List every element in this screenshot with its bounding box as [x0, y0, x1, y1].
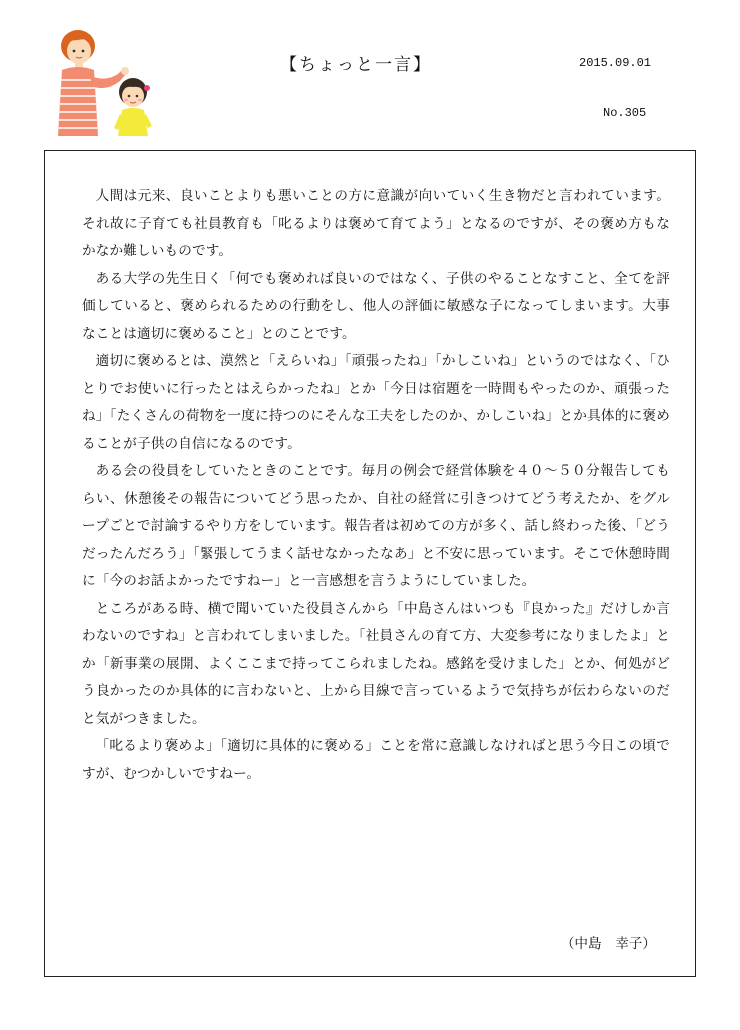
paragraph: 人間は元来、良いことよりも悪いことの方に意識が向いていく生き物だと言われています。それ故に子育ても社員教育も「叱るよりは褒めて育てよう」となるのですが、その褒め方もなかなか難しいものです。 — [82, 188, 670, 259]
paragraph: 適切に褒めるとは、漠然と「えらいね」「頑張ったね」「かしこいね」というのではなく、「ひとりでお使いに行ったとはえらかったね」とか「今日は宿題を一時間もやったのか、頑張ったね」「たくさんの荷物を一度に持つのにそんな工夫をしたのか、かしこいね」とか具体的に褒めることが子供の自信になるのです。 — [82, 353, 670, 452]
issue-number: No.305 — [603, 106, 647, 120]
paragraph: ある会の役員をしていたときのことです。毎月の例会で経営体験を４０～５０分報告してもらい、休憩後その報告についてどう思ったか、自社の経営に引きつけてどう考えたか、をグループごとで討論するやり方をしています。報告者は初めての方が多く、話し終わった後、「どうだったんだろう」「緊張してうまく話せなかったなあ」と不安に思っています。そこで休憩時間に「今のお話よかったですねー」と一言感想を言うようにしていました。 — [82, 463, 670, 589]
author-signature: （中島 幸子） — [560, 936, 656, 952]
paragraph: ところがある時、横で聞いていた役員さんから「中島さんはいつも『良かった』だけしか言わないのですね」と言われてしまいました。「社員さんの育て方、大変参考になりましたよ」とか「新事業の展開、よくここまで持ってこられましたね。感銘を受けました」とか、何処がどう良かったのか具体的に言わないと、上から目線で言っているようで気持ちが伝わらないのだと気がつきました。 — [82, 600, 670, 727]
mother-child-illustration — [48, 26, 160, 136]
page-title: 【ちょっと一言】 — [280, 55, 432, 75]
article-body — [82, 183, 670, 788]
paragraph: ある大学の先生日く「何でも褒めれば良いのではなく、子供のやることなすこと、全てを評価していると、褒められるための行動をし、他人の評価に敏感な子になってしまいます。大事なことは適切に褒めること」とのことです。 — [82, 270, 670, 342]
issue-date: 2015.09.01 — [579, 56, 652, 70]
paragraph: 「叱るより褒めよ」「適切に具体的に褒める」ことを常に意識しなければと思う今日この頃ですが、むつかしいですねー。 — [82, 738, 670, 782]
